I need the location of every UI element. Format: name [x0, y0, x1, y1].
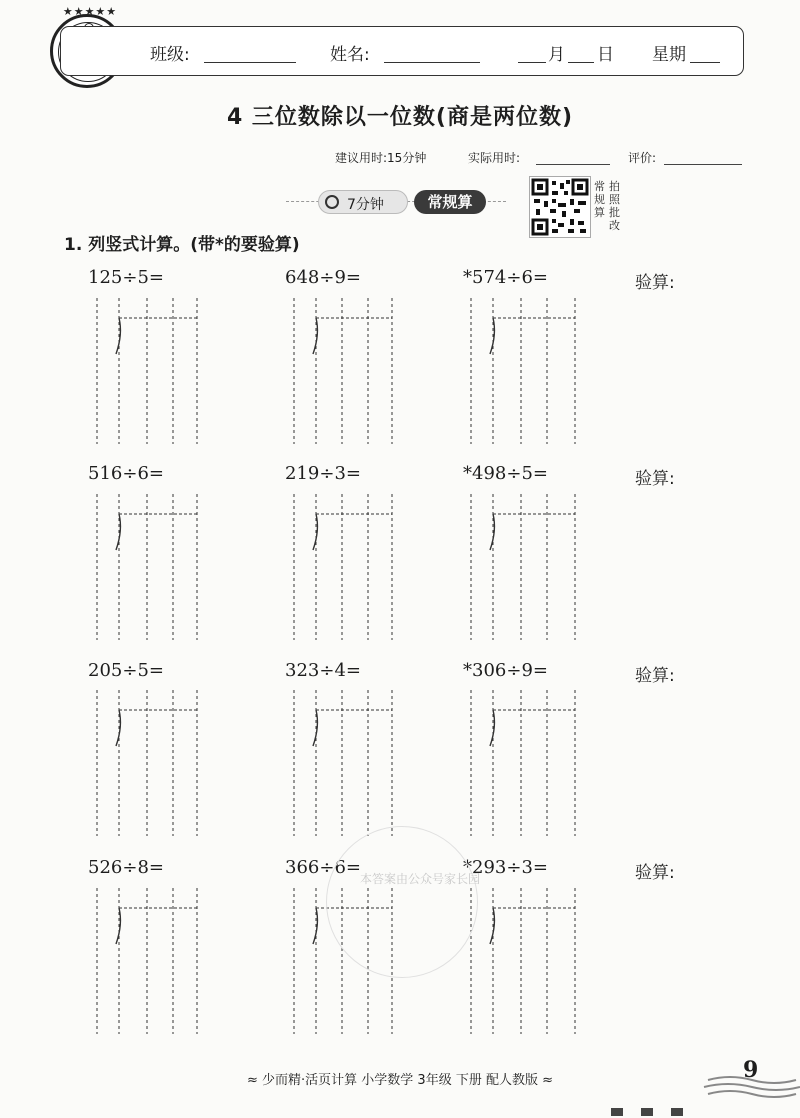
division-bracket [490, 710, 494, 746]
check-label: 验算: [635, 469, 675, 489]
check-label: 验算: [635, 863, 675, 883]
month-label: 月 [548, 45, 565, 65]
actual-time-label: 实际用时: [468, 151, 521, 165]
page-number: 9 [743, 1057, 759, 1083]
mode-badge: 常规算 [414, 190, 486, 214]
check-label: 验算: [635, 273, 675, 293]
division-bracket [313, 710, 317, 746]
division-bracket [313, 318, 317, 354]
problem: 648÷9= [285, 267, 361, 288]
problem: 323÷4= [285, 660, 361, 681]
problem: *574÷6= [463, 267, 548, 288]
division-bracket [116, 908, 120, 944]
class-label: 班级: [150, 45, 190, 65]
division-bracket [116, 710, 120, 746]
problem: 516÷6= [88, 463, 164, 484]
problem: 205÷5= [88, 660, 164, 681]
page-title: 4 三位数除以一位数(商是两位数) [226, 105, 574, 130]
footer-text: ≈ 少而精·活页计算 小学数学 3年级 下册 配人教版 ≈ [247, 1073, 553, 1088]
division-bracket [116, 318, 120, 354]
check-label: 验算: [635, 666, 675, 686]
watermark-seal [326, 826, 481, 978]
name-label: 姓名: [330, 45, 370, 65]
footer-mark [671, 1108, 683, 1116]
qr-label-mode: 常规算 [594, 180, 605, 219]
suggested-time: 建议用时:15分钟 [335, 151, 427, 165]
rating-label: 评价: [628, 151, 657, 165]
watermark-text: 本答案由公众号家长园 [360, 872, 481, 886]
division-bracket [490, 514, 494, 550]
problem: 366÷6= [285, 857, 361, 878]
problem: *293÷3= [463, 857, 548, 878]
footer-mark [641, 1108, 653, 1116]
section-title: 1. 列竖式计算。(带*的要验算) [64, 235, 300, 255]
footer-mark [611, 1108, 623, 1116]
division-bracket [116, 514, 120, 550]
problem: 526÷8= [88, 857, 164, 878]
problem: 125÷5= [88, 267, 164, 288]
problem: 219÷3= [285, 463, 361, 484]
weekday-label: 星期 [652, 45, 686, 65]
division-bracket [490, 908, 494, 944]
problem: *306÷9= [463, 660, 548, 681]
division-bracket [490, 318, 494, 354]
division-bracket [313, 908, 317, 944]
logo-stars: ★★★★★ [62, 5, 118, 18]
qr-label-photo: 拍照批改 [609, 180, 620, 232]
day-label: 日 [597, 45, 614, 65]
problem: *498÷5= [463, 463, 548, 484]
division-bracket [313, 514, 317, 550]
timer-text: 7分钟 [347, 197, 384, 213]
